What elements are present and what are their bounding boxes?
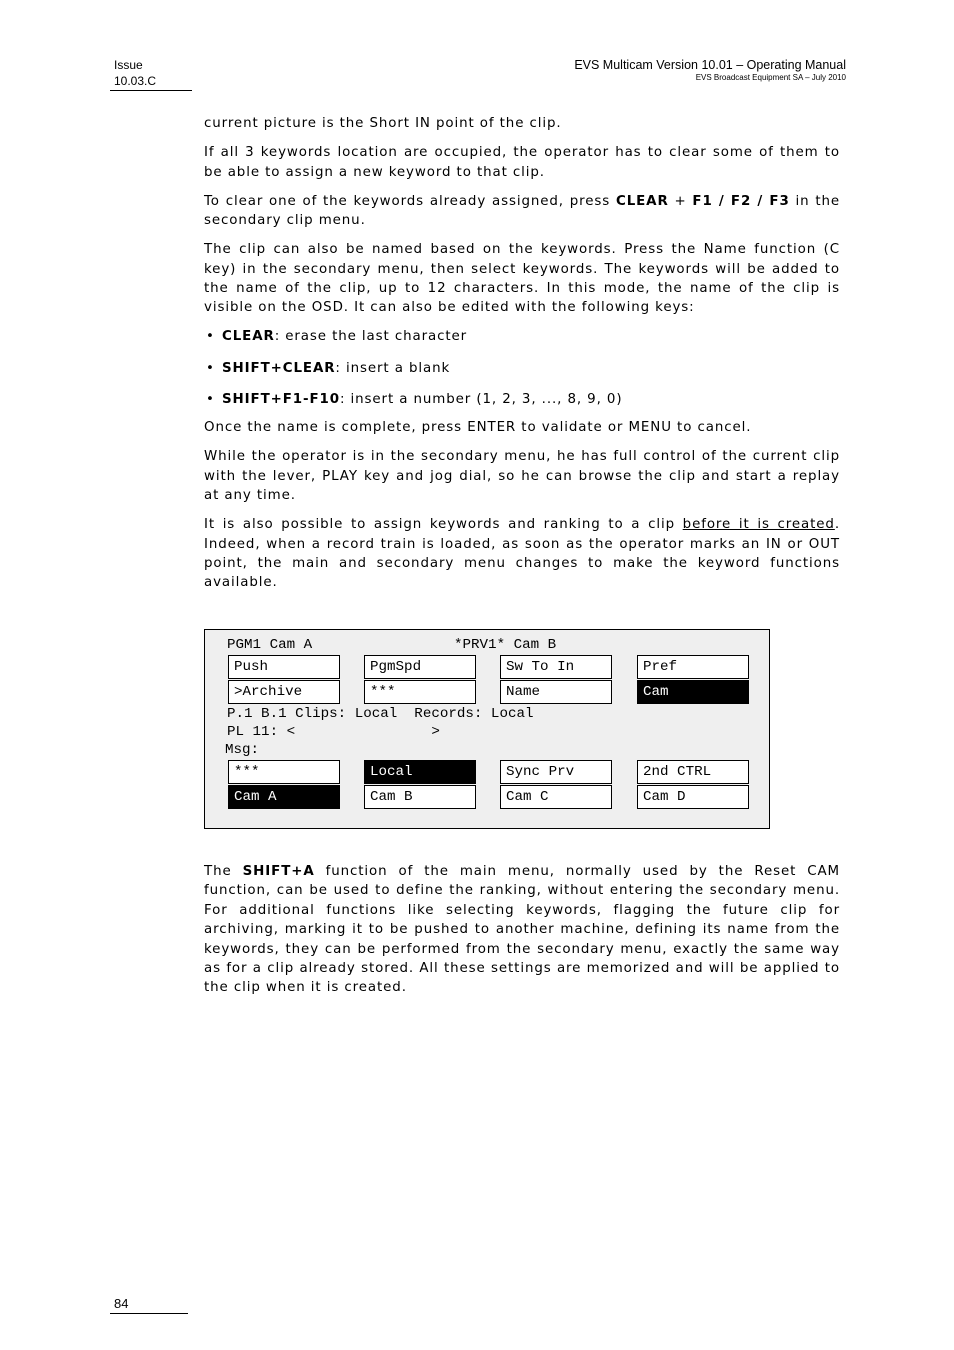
p8-key-shift-a: SHIFT+A [242,864,315,879]
paragraph-5: Once the name is complete, press ENTER to validate or MENU to cancel. [204,420,752,436]
osd-screen-panel [204,629,770,829]
manual-title: EVS Multicam Version 10.01 – Operating Manual [574,58,846,72]
header-issue [110,57,192,91]
issue-label: Issue [114,58,143,72]
p8-text-post: function of the main menu, normally used by the Reset CAM function, can be used to define the ranking, without entering the secondary menu. For additional functions like selecting keywords, flagging the future clip for archiving, marking it to be pushed to another machine, defining its name from the keywords, they can be performed from the secondary menu, exactly the same way as for a clip already stored. All these settings are memorized and will be applied to the clip when it is created. [204,864,840,996]
menu-cell-stars-bottom: *** [228,760,340,784]
p7-text-post: . Indeed, when a record train is loaded, as soon as the operator marks an IN or OUT point, the main and secondary menu changes to make the keyword functions available. [204,517,840,591]
menu-cell-cam-a-highlighted: Cam A [228,785,340,809]
paragraph-6: While the operator is in the secondary menu, he has full control of the current clip with the lever, PLAY key and jog dial, so he can browse the clip and start a replay at any time. [204,449,840,504]
paragraph-4: The clip can also be named based on the keywords. Press the Name function (C key) in the secondary menu, then select keywords. The keywords will be added to the name of the clip, up to 12 characters. In this mode, the name of the clip is visible on the OSD. It can also be edited with the following keys: [204,242,840,316]
message-line: Msg: [225,742,260,758]
menu-cell-local-highlighted: Local [364,760,476,784]
bullet-text: : insert a blank [335,360,451,376]
paragraph-7 [204,515,840,593]
menu-cell-sync-prv: Sync Prv [500,760,612,784]
bullet-text: : erase the last character [274,329,468,345]
menu-cell-name: Name [500,680,612,704]
menu-cell-cam-d: Cam D [637,785,749,809]
menu-cell-pgmspd: PgmSpd [364,655,476,679]
p3-key-clear: CLEAR [615,193,669,209]
manual-subtitle: EVS Broadcast Equipment SA – July 2010 [695,73,846,82]
menu-cell-sw-to-in: Sw To In [500,655,612,679]
bullet-text: : insert a number (1, 2, 3, ..., 8, 9, 0) [339,391,623,407]
bullet-icon: • [206,360,215,376]
p3-plus: + [668,193,693,209]
header-title-block [574,57,846,83]
p3-key-f-keys: F1 / F2 / F3 [692,193,790,209]
bullet-key: SHIFT+F1-F10 [222,391,340,407]
bullet-key: CLEAR [222,329,275,345]
p3-text-post: in the secondary clip menu. [204,193,841,228]
list-item [204,327,840,346]
key-list [204,327,840,409]
list-item [204,359,840,378]
status-line: P.1 B.1 Clips: Local Records: Local [227,706,534,722]
menu-cell-push: Push [228,655,340,679]
menu-cell-cam-c: Cam C [500,785,612,809]
menu-cell-pref: Pref [637,655,749,679]
menu-cell-cam-highlighted: Cam [637,680,749,704]
prv-label: *PRV1* Cam B [454,637,557,653]
menu-cell-archive: >Archive [228,680,340,704]
paragraph-1: current picture is the Short IN point of the clip. [204,116,562,131]
list-item [204,390,840,409]
menu-cell-cam-b: Cam B [364,785,476,809]
paragraph-3 [204,192,840,231]
pgm-label: PGM1 Cam A [227,637,313,653]
bullet-icon: • [206,329,215,345]
bullet-icon: • [206,391,215,407]
body-text [204,114,840,603]
p3-text-pre: To clear one of the keywords already assigned, press [204,193,616,209]
paragraph-8 [204,862,840,998]
playlist-line: PL 11: < > [227,724,440,740]
bullet-key: SHIFT+CLEAR [222,360,336,376]
p8-text-pre: The [204,864,243,879]
menu-cell-2nd-ctrl: 2nd CTRL [637,760,749,784]
page-number: 84 [110,1296,188,1314]
issue-number: 10.03.C [114,74,157,88]
menu-cell-stars: *** [364,680,476,704]
p7-text-pre: It is also possible to assign keywords and ranking to a clip [204,517,683,533]
p7-underlined: before it is created [682,517,835,533]
paragraph-2: If all 3 keywords location are occupied, the operator has to clear some of them to be able to assign a new keyword to that clip. [204,145,840,180]
